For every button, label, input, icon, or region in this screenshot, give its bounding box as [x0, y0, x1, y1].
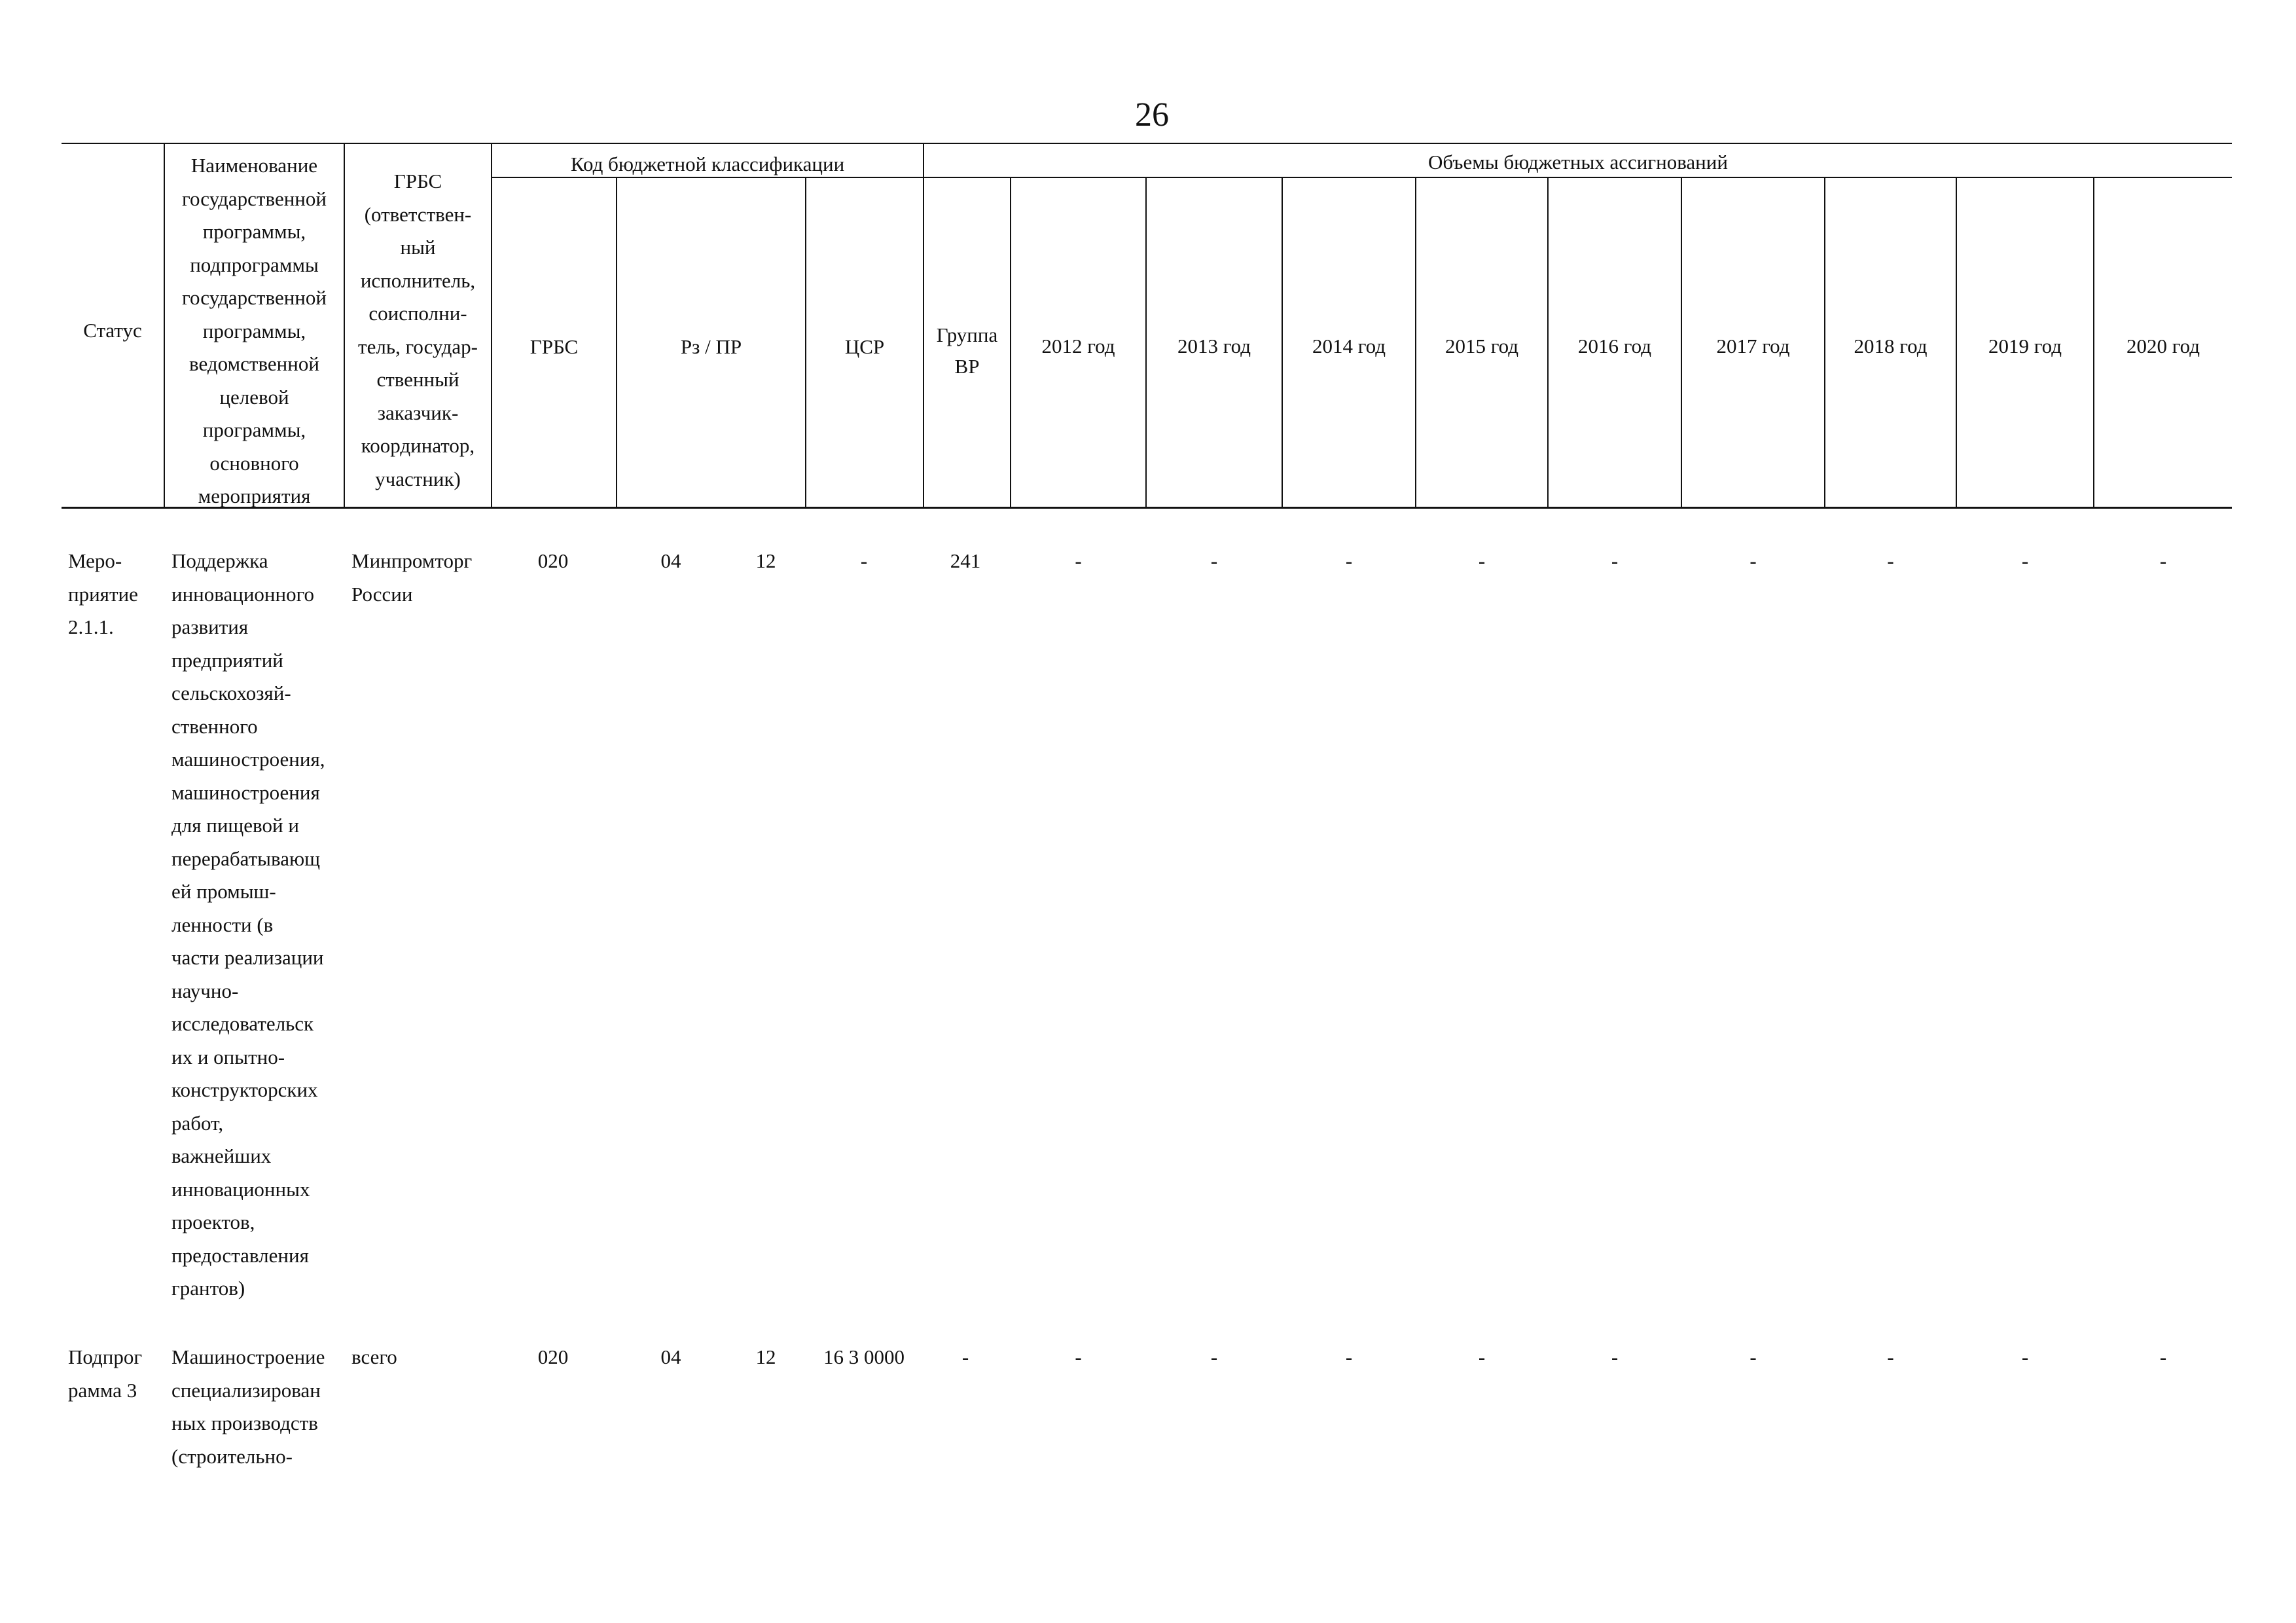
row-status-line: Подпрог	[68, 1345, 143, 1368]
row-name-line: ленности (в	[171, 913, 274, 936]
header-name-line: Наименование	[190, 154, 318, 177]
header-name-line: ведомственной	[189, 352, 319, 375]
header-year-2014: 2014 год	[1312, 335, 1386, 357]
row-year-2016: -	[1611, 549, 1619, 572]
row-year-2019: -	[2021, 549, 2029, 572]
row-name	[171, 1341, 325, 1473]
row-vr: 241	[950, 549, 981, 572]
row-name-line: Поддержка	[171, 549, 268, 572]
header-executor-line: ГРБС	[393, 170, 442, 192]
header-executor-line: исполнитель,	[360, 268, 476, 292]
header-year-2013: 2013 год	[1177, 335, 1251, 357]
header-year-2017: 2017 год	[1716, 335, 1790, 357]
header-year-2015: 2015 год	[1444, 335, 1519, 357]
header-bottom-rule	[62, 507, 2232, 509]
row-pr: 12	[755, 1345, 776, 1368]
header-executor-line: тель, государ-	[358, 335, 478, 358]
row-name-line: исследовательск	[171, 1012, 314, 1035]
header-executor-line: участник)	[375, 467, 461, 490]
header-year-2012: 2012 год	[1041, 335, 1115, 357]
header-executor-line: координатор,	[361, 434, 475, 457]
row-status-line: приятие	[68, 582, 138, 606]
row-year-2015: -	[1478, 549, 1486, 572]
row-grbs: 020	[537, 549, 569, 572]
header-name-line: мероприятия	[198, 484, 311, 507]
header-name-line: подпрограммы	[190, 253, 319, 276]
row-name-line: работ,	[171, 1111, 224, 1135]
row-year-2013: -	[1210, 549, 1218, 572]
header-budget-volume-group: Объемы бюджетных ассигнований	[1428, 151, 1728, 173]
row-year-2014: -	[1345, 549, 1353, 572]
row-name-line: их и опытно-	[171, 1045, 285, 1068]
row-year-2020: -	[2159, 549, 2167, 572]
header-name-line: государственной	[182, 187, 327, 210]
row-name-line: грантов)	[171, 1277, 245, 1300]
row-name-line: перерабатывающ	[171, 847, 320, 870]
row-year-2013: -	[1210, 1345, 1218, 1368]
row-executor	[351, 1341, 397, 1374]
header-executor-line: ственный	[376, 368, 459, 391]
header-vr	[924, 319, 1010, 382]
row-year-2019: -	[2021, 1345, 2029, 1368]
row-name-line: специализирован	[171, 1378, 321, 1402]
row-name	[171, 545, 325, 1305]
row-name-line: конструкторских	[171, 1078, 318, 1101]
row-name-line: ей промыш-	[171, 880, 276, 903]
row-year-2014: -	[1345, 1345, 1353, 1368]
header-executor	[345, 165, 491, 496]
row-status	[68, 545, 138, 644]
row-name-line: машиностроения	[171, 780, 320, 804]
row-name-line: ственного	[171, 714, 258, 738]
row-executor-line: всего	[351, 1345, 397, 1368]
row-name-line: предоставления	[171, 1243, 309, 1267]
row-name-line: Машиностроение	[171, 1345, 325, 1368]
row-status-line: Меро-	[68, 549, 122, 572]
row-executor-line: Минпромторг	[351, 549, 473, 572]
row-grbs: 020	[537, 1345, 569, 1368]
header-name-line: программы,	[202, 319, 306, 342]
header-executor-line: (ответствен-	[364, 202, 472, 226]
header-name-line: основного	[209, 451, 299, 475]
row-rz: 04	[660, 549, 681, 572]
header-name	[165, 149, 344, 513]
header-name-line: целевой	[219, 385, 289, 409]
header-rz-pr: Рз / ПР	[680, 335, 742, 358]
row-year-2016: -	[1611, 1345, 1619, 1368]
row-year-2012: -	[1075, 1345, 1082, 1368]
row-year-2018: -	[1887, 549, 1894, 572]
header-name-line: программы,	[202, 418, 306, 441]
header-grbs: ГРБС	[529, 335, 579, 358]
group-header-rule	[491, 177, 2232, 178]
row-name-line: для пищевой и	[171, 814, 299, 837]
header-executor-line: соисполни-	[368, 302, 467, 325]
row-name-line: проектов,	[171, 1211, 255, 1233]
divider-executor	[491, 143, 492, 508]
row-year-2012: -	[1075, 549, 1082, 572]
row-vr: -	[961, 1345, 969, 1368]
row-rz: 04	[660, 1345, 681, 1368]
header-name-line: программы,	[202, 220, 306, 243]
row-name-line: развития	[171, 615, 249, 638]
row-year-2018: -	[1887, 1345, 1894, 1368]
row-name-line: машиностроения,	[171, 748, 325, 771]
row-name-line: научно-	[171, 979, 239, 1002]
page-number: 26	[1135, 96, 1169, 134]
header-budget-code-group: Код бюджетной классификации	[570, 153, 845, 175]
row-name-line: инновационного	[171, 582, 315, 606]
row-status-line: 2.1.1.	[68, 615, 114, 638]
row-name-line: (строительно-	[171, 1444, 293, 1468]
header-year-2016: 2016 год	[1577, 335, 1652, 357]
header-year-2020: 2020 год	[2126, 335, 2200, 357]
header-status: Статус	[83, 319, 142, 342]
row-name-line: предприятий	[171, 648, 283, 672]
table-top-rule	[62, 143, 2232, 144]
header-name-line: государственной	[182, 286, 327, 309]
row-year-2015: -	[1478, 1345, 1486, 1368]
row-name-line: части реализации	[171, 946, 324, 969]
row-year-2020: -	[2159, 1345, 2167, 1368]
header-year-2018: 2018 год	[1854, 335, 1928, 357]
header-vr-line: ВР	[954, 355, 980, 378]
row-name-line: сельскохозяй-	[171, 682, 291, 704]
row-status-line: рамма 3	[68, 1378, 137, 1402]
row-name-line: ных производств	[171, 1412, 318, 1434]
row-name-line: важнейших	[171, 1144, 272, 1167]
row-year-2017: -	[1749, 549, 1757, 572]
row-executor	[351, 545, 472, 611]
row-executor-line: России	[351, 582, 413, 606]
row-status	[68, 1341, 142, 1407]
row-pr: 12	[755, 549, 776, 572]
header-csr: ЦСР	[844, 335, 885, 358]
header-year-2019: 2019 год	[1988, 335, 2062, 357]
row-name-line: инновационных	[171, 1177, 310, 1201]
row-year-2017: -	[1749, 1345, 1757, 1368]
row-csr: -	[860, 549, 868, 572]
header-executor-line: ный	[400, 236, 436, 259]
header-vr-line: Группа	[936, 323, 998, 346]
row-csr: 16 3 0000	[823, 1345, 905, 1368]
header-executor-line: заказчик-	[377, 401, 459, 424]
